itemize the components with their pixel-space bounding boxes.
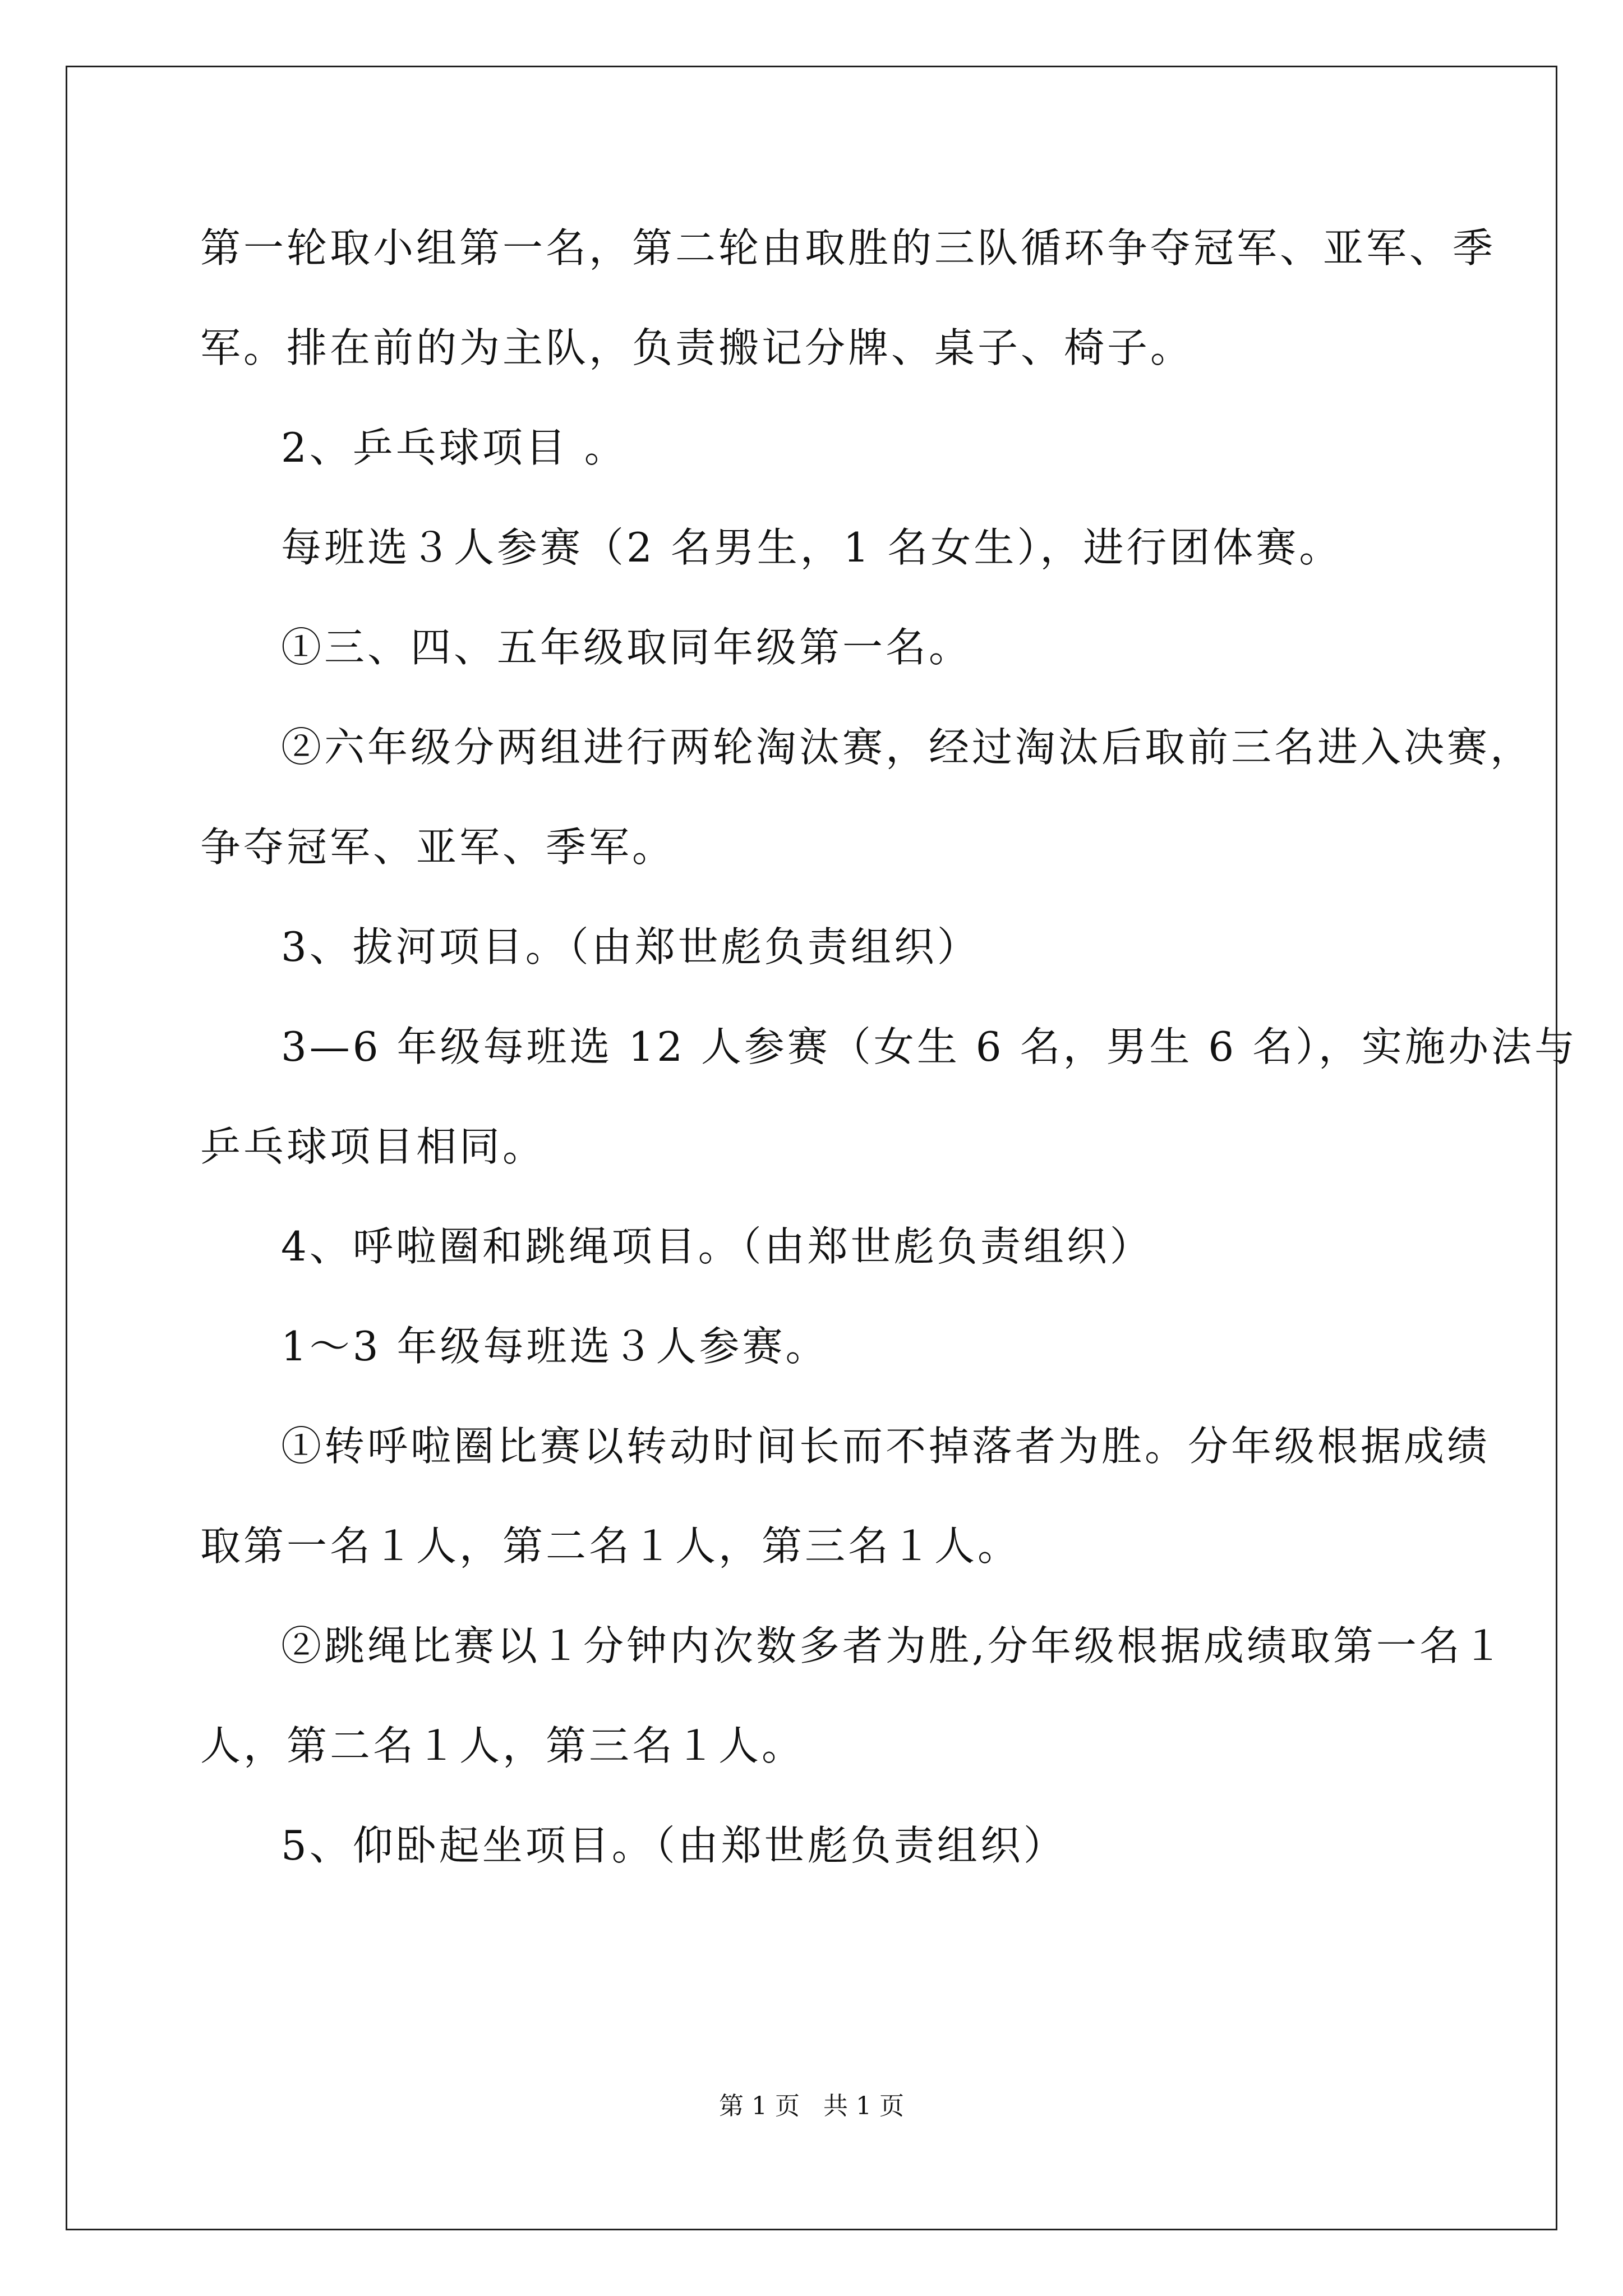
- paragraph-line: ①转呼啦圈比赛以转动时间长而不掉落者为胜。分年级根据成绩: [281, 1423, 1491, 1470]
- section-heading: 5、仰卧起坐项目。（由郑世彪负责组织）: [281, 1822, 1067, 1869]
- section-heading: 3、拔河项目。（由郑世彪负责组织）: [281, 923, 980, 970]
- paragraph-line: 第一轮取小组第一名，第二轮由取胜的三队循环争夺冠军、亚军、季: [200, 224, 1496, 272]
- section-heading: 2、乒乓球项目 。: [281, 424, 628, 471]
- paragraph-line: ②六年级分两组进行两轮淘汰赛，经过淘汰后取前三名进入决赛，: [281, 724, 1534, 771]
- paragraph-line: 取第一名１人，第二名１人，第三名１人。: [200, 1522, 1021, 1570]
- paragraph-line: ①三、四、五年级取同年级第一名。: [281, 624, 972, 671]
- paragraph-line: 人，第二名１人，第三名１人。: [200, 1722, 805, 1769]
- section-heading: 4、呼啦圈和跳绳项目。（由郑世彪负责组织）: [281, 1223, 1153, 1270]
- paragraph-line: 3—6 年级每班选 12 人参赛（女生 6 名，男生 6 名），实施办法与: [281, 1023, 1578, 1070]
- paragraph-line: 1～3 年级每班选３人参赛。: [281, 1323, 829, 1370]
- paragraph-line: 每班选３人参赛（2 名男生，1 名女生），进行团体赛。: [281, 524, 1343, 571]
- paragraph-line: 乒乓球项目相同。: [200, 1123, 546, 1170]
- paragraph-line: 军。排在前的为主队，负责搬记分牌、桌子、椅子。: [200, 324, 1194, 371]
- paragraph-line: 争夺冠军、亚军、季军。: [200, 823, 676, 871]
- paragraph-line: ②跳绳比赛以１分钟内次数多者为胜,分年级根据成绩取第一名１: [281, 1622, 1506, 1669]
- page-number-footer: 第 1 页 共 1 页: [719, 2092, 904, 2120]
